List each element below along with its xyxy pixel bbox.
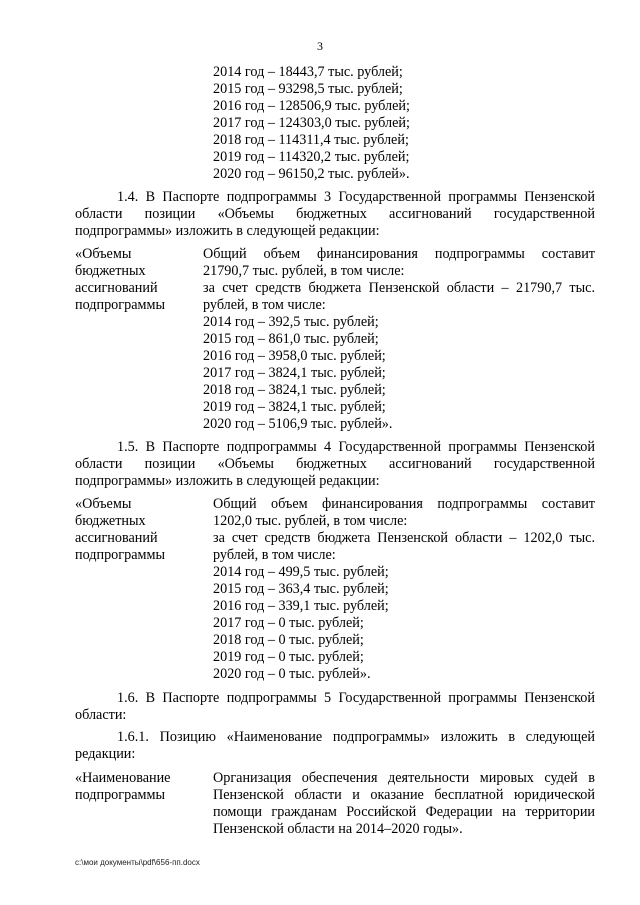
list-item: 2014 год – 18443,7 тыс. рублей; [213, 64, 403, 80]
position-text: Общий объем финансирования подпрограммы составит [213, 496, 595, 512]
paragraph-line: 1.6.1. Позицию «Наименование подпрограммы» изложить в следующей [117, 729, 595, 745]
position-text: рублей, в том числе: [213, 547, 336, 563]
position-text: 2016 год – 3958,0 тыс. рублей; [203, 348, 386, 364]
position-text: 1202,0 тыс. рублей, в том числе: [213, 513, 408, 529]
position-text: 2017 год – 3824,1 тыс. рублей; [203, 365, 386, 381]
paragraph-line: области позиции «Объемы бюджетных ассигнований государственной [75, 456, 595, 472]
position-label: подпрограммы [75, 297, 165, 313]
page-number: 3 [317, 39, 323, 53]
footer-file-path: c:\мои документы\pdf\656-пп.docx [75, 858, 200, 867]
position-text: 2014 год – 499,5 тыс. рублей; [213, 564, 389, 580]
position-text: 2020 год – 0 тыс. рублей». [213, 666, 371, 682]
position-text: 21790,7 тыс. рублей, в том числе: [203, 263, 405, 279]
position-text: 2018 год – 3824,1 тыс. рублей; [203, 382, 386, 398]
list-item: 2020 год – 96150,2 тыс. рублей». [213, 166, 410, 182]
position-text: 2017 год – 0 тыс. рублей; [213, 615, 364, 631]
paragraph-line: 1.4. В Паспорте подпрограммы 3 Государственной программы Пензенской [117, 189, 595, 205]
position-text: 2019 год – 0 тыс. рублей; [213, 649, 364, 665]
position-label: «Объемы [75, 246, 132, 262]
position-text: за счет средств бюджета Пензенской области – 21790,7 тыс. [203, 280, 595, 296]
position-text: помощи гражданам Российской Федерации на территории [213, 804, 595, 820]
position-text: Общий объем финансирования подпрограммы составит [203, 246, 595, 262]
position-label: «Наименование [75, 770, 171, 786]
position-text: 2016 год – 339,1 тыс. рублей; [213, 598, 389, 614]
position-label: «Объемы [75, 496, 132, 512]
position-label: ассигнований [75, 280, 158, 296]
paragraph-line: редакции: [75, 746, 136, 762]
position-text: рублей, в том числе: [203, 297, 326, 313]
position-text: 2018 год – 0 тыс. рублей; [213, 632, 364, 648]
position-text: 2015 год – 861,0 тыс. рублей; [203, 331, 379, 347]
position-text: Организация обеспечения деятельности мировых судей в [213, 770, 595, 786]
position-text: 2014 год – 392,5 тыс. рублей; [203, 314, 379, 330]
list-item: 2018 год – 114311,4 тыс. рублей; [213, 132, 409, 148]
position-text: Пензенской области на 2014–2020 годы». [213, 821, 463, 837]
position-label: бюджетных [75, 263, 146, 279]
list-item: 2019 год – 114320,2 тыс. рублей; [213, 149, 410, 165]
position-label: подпрограммы [75, 547, 165, 563]
paragraph-line: области позиции «Объемы бюджетных ассигнований государственной [75, 206, 595, 222]
paragraph-line: области: [75, 707, 127, 723]
position-text: 2020 год – 5106,9 тыс. рублей». [203, 416, 393, 432]
paragraph-line: 1.5. В Паспорте подпрограммы 4 Государственной программы Пензенской [117, 439, 595, 455]
list-item: 2015 год – 93298,5 тыс. рублей; [213, 81, 403, 97]
position-label: подпрограммы [75, 787, 165, 803]
list-item: 2016 год – 128506,9 тыс. рублей; [213, 98, 410, 114]
paragraph-line: 1.6. В Паспорте подпрограммы 5 Государственной программы Пензенской [117, 690, 595, 706]
position-text: за счет средств бюджета Пензенской области – 1202,0 тыс. [213, 530, 595, 546]
position-text: Пензенской области и оказание бесплатной юридической [213, 787, 595, 803]
position-text: 2019 год – 3824,1 тыс. рублей; [203, 399, 386, 415]
paragraph-line: подпрограммы» изложить в следующей редакции: [75, 473, 380, 489]
position-label: бюджетных [75, 513, 146, 529]
list-item: 2017 год – 124303,0 тыс. рублей; [213, 115, 410, 131]
paragraph-line: подпрограммы» изложить в следующей редакции: [75, 223, 380, 239]
position-text: 2015 год – 363,4 тыс. рублей; [213, 581, 389, 597]
position-label: ассигнований [75, 530, 158, 546]
